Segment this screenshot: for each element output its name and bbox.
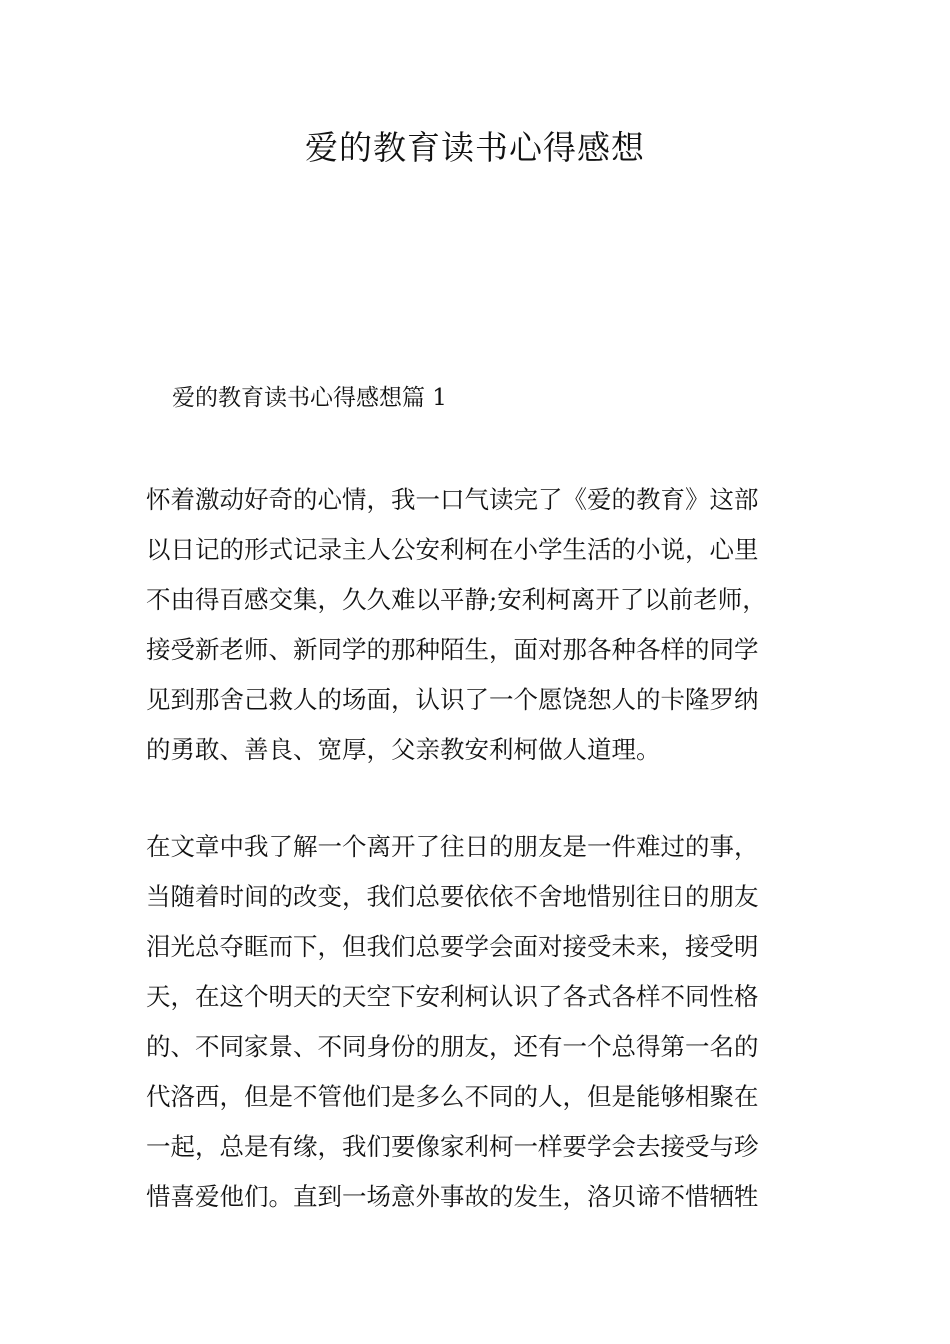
paragraph-2: [146, 822, 759, 1222]
paragraph-line: 一起，总是有缘，我们要像家利柯一样要学会去接受与珍: [146, 1132, 759, 1161]
paragraph-line: 惜喜爱他们。直到一场意外事故的发生，洛贝谛不惜牺牲: [146, 1182, 759, 1211]
paragraph-line: 以日记的形式记录主人公安利柯在小学生活的小说，心里: [146, 535, 759, 564]
paragraph-1: [146, 475, 767, 775]
paragraph-line: 的、不同家景、不同身份的朋友，还有一个总得第一名的: [146, 1032, 759, 1061]
document-title: 爱的教育读书心得感想: [305, 128, 645, 167]
paragraph-line: 代洛西，但是不管他们是多么不同的人，但是能够相聚在: [146, 1082, 759, 1111]
paragraph-line: 当随着时间的改变，我们总要依依不舍地惜别往日的朋友: [146, 882, 759, 911]
paragraph-line: 泪光总夺眶而下，但我们总要学会面对接受未来，接受明: [146, 932, 759, 961]
paragraph-line: 怀着激动好奇的心情，我一口气读完了《爱的教育》这部: [146, 485, 759, 514]
section-heading: 爱的教育读书心得感想篇 1: [172, 385, 447, 411]
paragraph-line: 接受新老师、新同学的那种陌生，面对那各种各样的同学: [146, 635, 759, 664]
paragraph-line: 在文章中我了解一个离开了往日的朋友是一件难过的事，: [146, 832, 759, 861]
paragraph-line: 见到那舍己救人的场面，认识了一个愿饶恕人的卡隆罗纳: [146, 685, 759, 714]
paragraph-line: 不由得百感交集，久久难以平静;安利柯离开了以前老师，: [146, 585, 767, 614]
paragraph-line: 天，在这个明天的天空下安利柯认识了各式各样不同性格: [146, 982, 759, 1011]
paragraph-line: 的勇敢、善良、宽厚，父亲教安利柯做人道理。: [146, 735, 661, 764]
